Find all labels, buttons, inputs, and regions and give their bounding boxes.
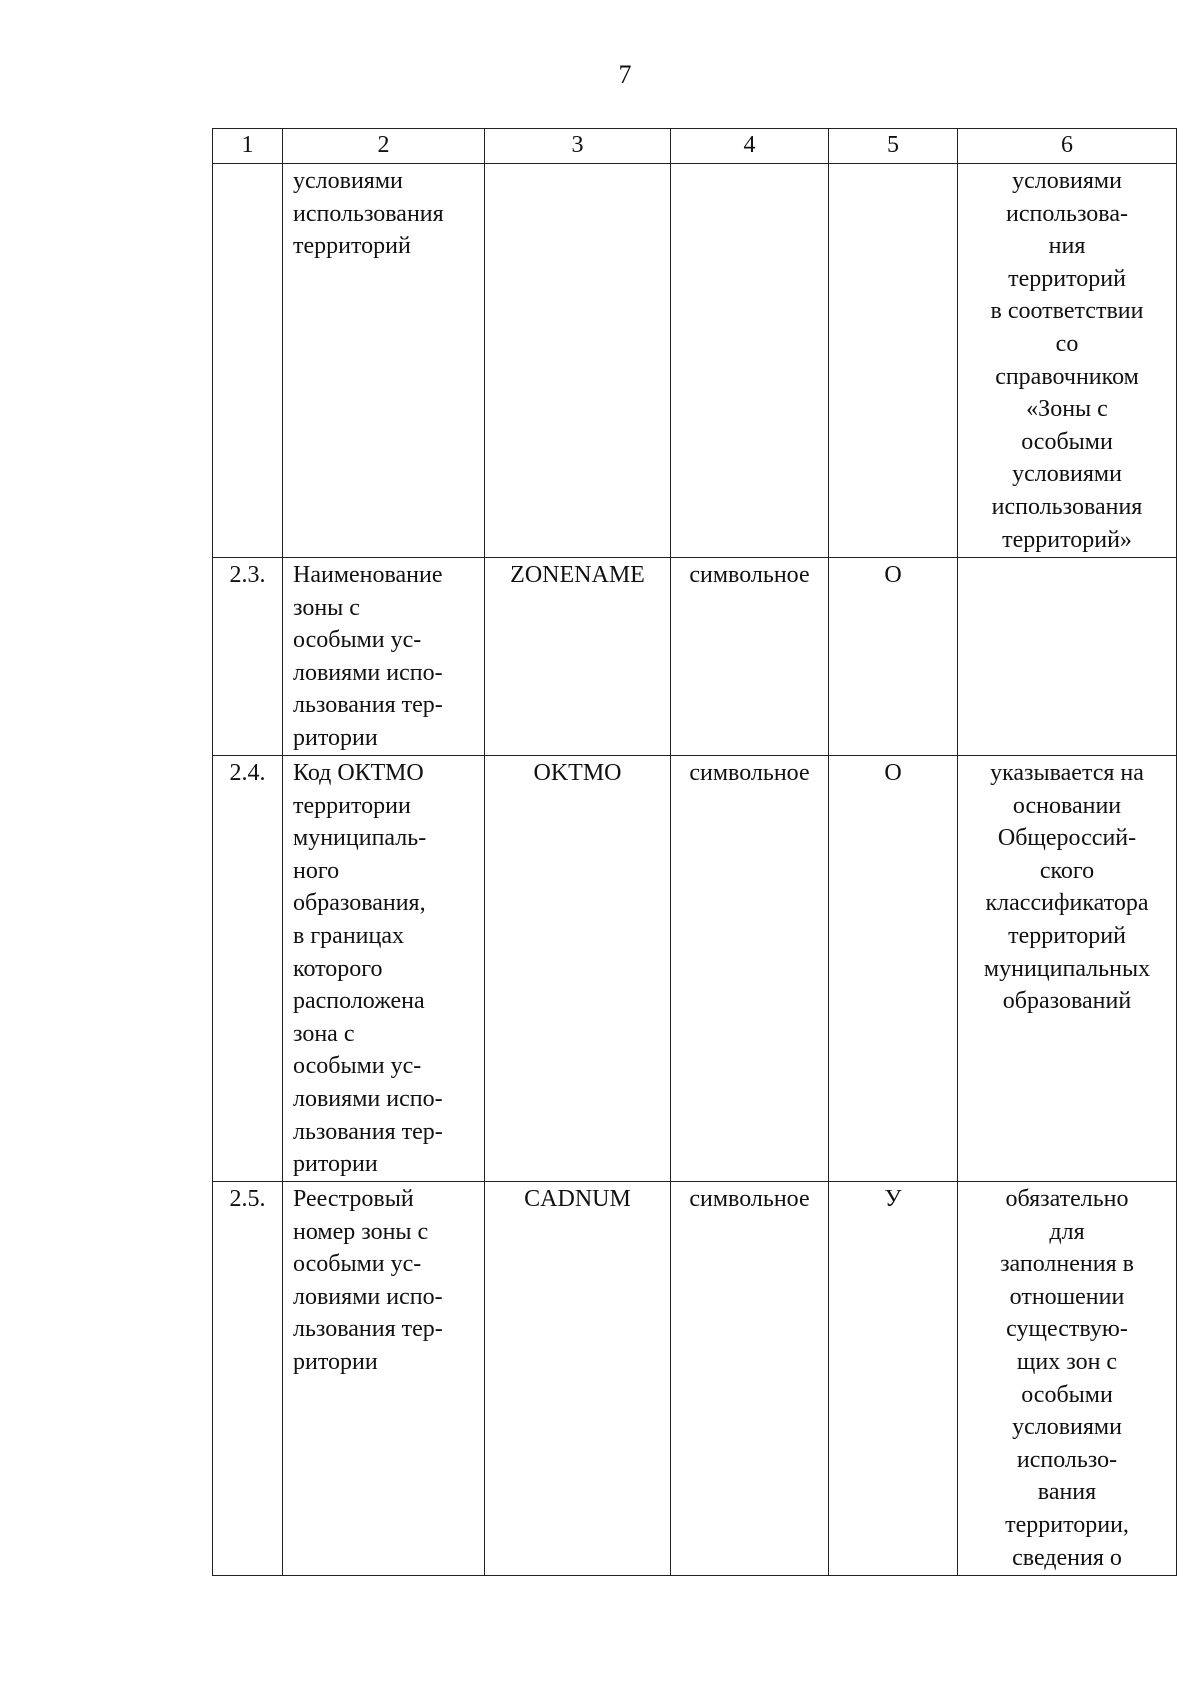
attribute-name-cell: [283, 558, 485, 756]
description-cell-line: заполнения в: [1000, 1251, 1134, 1278]
attribute-name-cell-line: льзования тер-: [293, 692, 443, 719]
header-cell: 5: [829, 129, 958, 164]
requirement-cell: У: [829, 1182, 958, 1576]
row-number-cell: 2.4.: [213, 756, 283, 1182]
field-code-cell: ZONENAME: [485, 558, 671, 756]
table-row: [213, 756, 1177, 1182]
table-header-row: [213, 129, 1177, 164]
description-cell-line: особыми: [1021, 1381, 1113, 1408]
requirement-cell: О: [829, 558, 958, 756]
attribute-name-cell-line: ритории: [293, 1348, 378, 1375]
description-cell-line: использова-: [1006, 200, 1128, 227]
description-cell-line: существую-: [1006, 1316, 1128, 1343]
description-cell-line: основании: [1012, 792, 1122, 819]
description-cell-line: условиями: [1012, 1414, 1122, 1441]
attribute-name-cell-line: расположена: [293, 988, 425, 1015]
description-cell: [958, 756, 1177, 1182]
table-row: [213, 1182, 1177, 1576]
header-cell: 6: [958, 129, 1177, 164]
table-row: [213, 558, 1177, 756]
description-cell-line: использования: [991, 493, 1143, 520]
attribute-name-cell-line: ловиями испо-: [293, 1283, 443, 1310]
description-cell-line: справочником: [995, 363, 1139, 390]
attribute-name-cell-line: условиями: [293, 168, 403, 194]
attribute-name-cell: [283, 756, 485, 1182]
description-cell-line: территорий: [1008, 265, 1126, 292]
row-number-cell: [213, 164, 283, 558]
field-code-cell: [485, 164, 671, 558]
attribute-name-cell-line: территорий: [293, 233, 411, 260]
requirement-cell: О: [829, 756, 958, 1182]
description-cell-line: указывается на: [990, 760, 1144, 786]
requirement-cell: [829, 164, 958, 558]
description-cell-line: территорий»: [1002, 526, 1132, 553]
description-cell-line: территории,: [1005, 1511, 1129, 1538]
attribute-name-cell-line: которого: [293, 955, 383, 982]
description-cell-line: ния: [1048, 233, 1086, 260]
header-cell: 2: [283, 129, 485, 164]
row-number-cell: 2.5.: [213, 1182, 283, 1576]
description-cell-line: образований: [1002, 988, 1132, 1015]
attribute-name-cell-line: образования,: [293, 890, 426, 917]
attribute-name-cell-line: особыми ус-: [293, 1053, 422, 1080]
attribute-name-cell-line: номер зоны с: [293, 1218, 429, 1245]
description-cell: [958, 558, 1177, 756]
description-cell-line: сведения о: [1012, 1544, 1122, 1571]
table-row: [213, 164, 1177, 558]
field-type-cell: [671, 164, 829, 558]
attribute-name-cell-line: льзования тер-: [293, 1316, 443, 1343]
description-cell-line: «Зоны с: [1026, 396, 1108, 423]
attribute-name-cell-line: зона с: [293, 1020, 355, 1047]
attribute-name-cell-line: ловиями испо-: [293, 1085, 443, 1112]
attribute-name-cell-line: территории: [293, 792, 411, 819]
attribute-name-cell: [283, 164, 485, 558]
attribute-name-cell: [283, 1182, 485, 1576]
attribute-name-cell-line: в границах: [293, 922, 405, 949]
description-cell-line: в соответствии: [990, 298, 1144, 325]
field-type-cell: символьное: [671, 1182, 829, 1576]
description-cell-line: Общероссий-: [997, 825, 1137, 852]
description-cell-line: территорий: [1008, 922, 1126, 949]
attribute-name-cell-line: особыми ус-: [293, 1251, 422, 1278]
description-cell-line: для: [1049, 1218, 1085, 1245]
attribute-name-cell-line: особыми ус-: [293, 627, 422, 654]
description-cell-line: особыми: [1021, 428, 1113, 455]
header-cell: 4: [671, 129, 829, 164]
attribute-name-cell-line: Код ОКТМО: [293, 760, 424, 786]
description-cell-line: классификатора: [985, 890, 1149, 917]
attribute-name-cell-line: Реестровый: [293, 1186, 414, 1212]
attribute-name-cell-line: льзования тер-: [293, 1118, 443, 1145]
attribute-name-cell-line: зоны с: [293, 594, 360, 621]
header-cell: 3: [485, 129, 671, 164]
field-type-cell: символьное: [671, 756, 829, 1182]
row-number-cell: 2.3.: [213, 558, 283, 756]
description-cell-line: ского: [1039, 857, 1095, 884]
description-cell-line: муниципальных: [983, 955, 1151, 982]
description-cell-line: условиями: [1012, 461, 1122, 488]
attribute-name-cell-line: муниципаль-: [293, 825, 427, 852]
attribute-name-cell-line: ритории: [293, 1151, 378, 1178]
attributes-table: [212, 128, 1177, 1576]
description-cell-line: условиями: [1012, 168, 1122, 194]
page-number: 7: [618, 60, 632, 89]
attribute-name-cell-line: ритории: [293, 724, 378, 751]
header-cell: 1: [213, 129, 283, 164]
attribute-name-cell-line: Наименование: [293, 562, 443, 588]
description-cell: [958, 1182, 1177, 1576]
field-type-cell: символьное: [671, 558, 829, 756]
attribute-name-cell-line: ловиями испо-: [293, 659, 443, 686]
description-cell-line: со: [1055, 330, 1079, 357]
attribute-name-cell-line: ного: [293, 857, 340, 884]
attribute-name-cell-line: использования: [293, 200, 444, 227]
field-code-cell: OKTMO: [485, 756, 671, 1182]
description-cell: [958, 164, 1177, 558]
description-cell-line: обязательно: [1005, 1186, 1129, 1212]
description-cell-line: отношении: [1009, 1283, 1125, 1310]
description-cell-line: использо-: [1016, 1446, 1118, 1473]
description-cell-line: вания: [1037, 1479, 1097, 1506]
field-code-cell: CADNUM: [485, 1182, 671, 1576]
description-cell-line: щих зон с: [1016, 1348, 1118, 1375]
